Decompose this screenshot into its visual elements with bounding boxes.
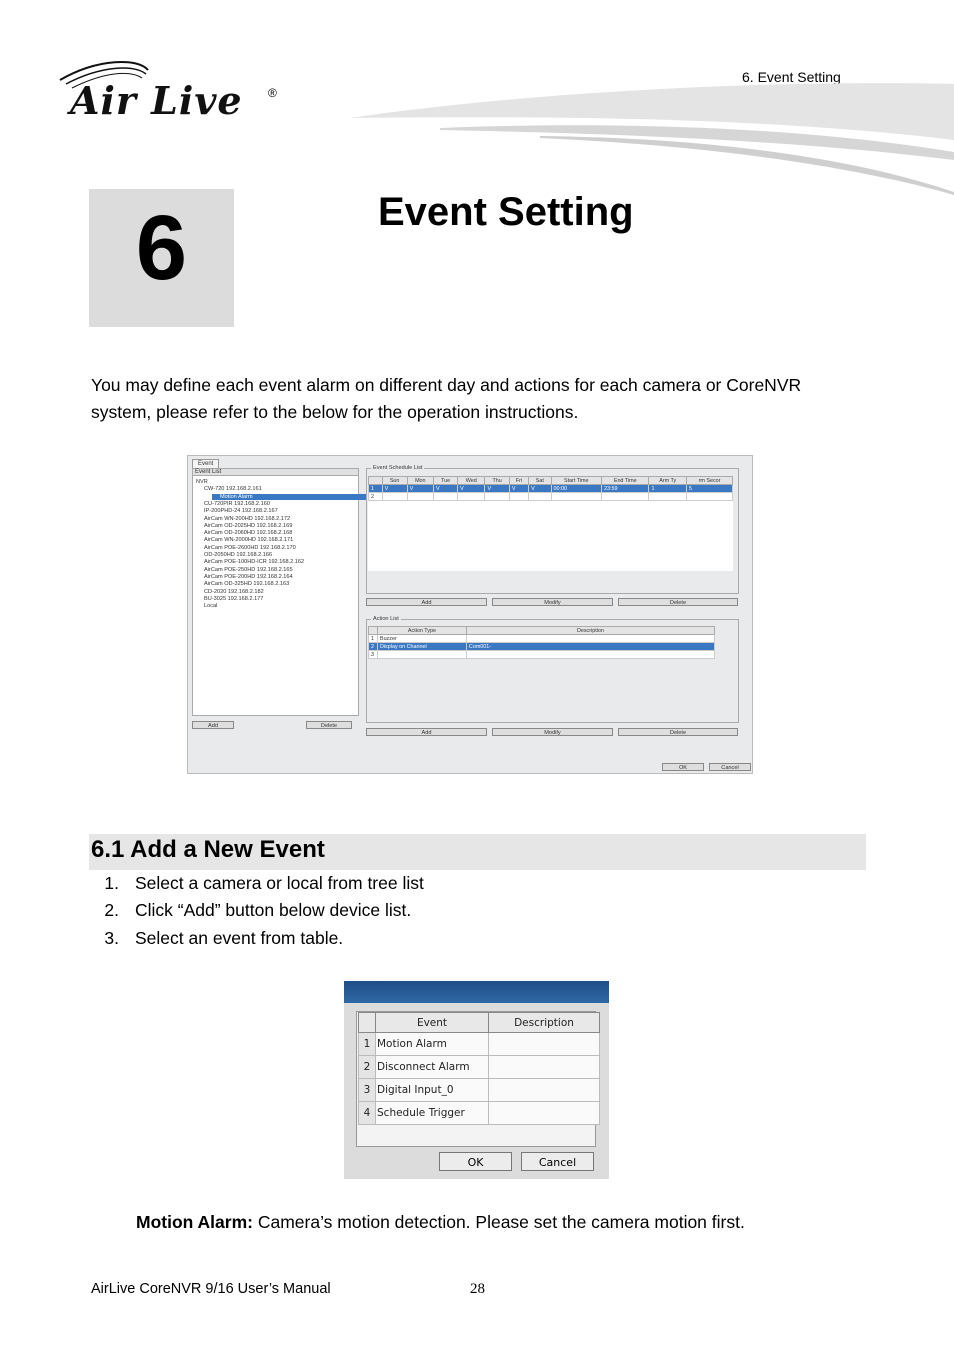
action-cell bbox=[377, 651, 466, 659]
action-cell bbox=[466, 635, 714, 643]
schedule-cell: 5 bbox=[687, 485, 733, 493]
schedule-column-header: rm Secor bbox=[687, 477, 733, 485]
schedule-column-header: Start Time bbox=[551, 477, 602, 485]
schedule-cell bbox=[687, 493, 733, 501]
empty-cell bbox=[369, 543, 733, 550]
schedule-cell bbox=[485, 493, 509, 501]
empty-cell bbox=[369, 501, 733, 509]
schedule-cell: V bbox=[434, 485, 458, 493]
event-schedule-table bbox=[368, 476, 733, 571]
schedule-cell bbox=[382, 493, 407, 501]
schedule-cell bbox=[602, 493, 649, 501]
step-text: Select an event from table. bbox=[135, 928, 344, 948]
step-number: 1. bbox=[104, 873, 119, 893]
action-cell: Buzzer bbox=[377, 635, 466, 643]
tree-item[interactable]: CW-720 192.168.2.161 bbox=[204, 486, 262, 493]
schedule-column-header: Mon bbox=[407, 477, 433, 485]
schedule-cell: 00:00 bbox=[551, 485, 602, 493]
motion-alarm-label: Motion Alarm: bbox=[136, 1212, 253, 1232]
action-modify-button[interactable]: Modify bbox=[492, 728, 613, 736]
tree-item[interactable]: AirCam OD-2060HD 192.168.2.168 bbox=[204, 530, 293, 537]
cancel-button[interactable]: Cancel bbox=[521, 1152, 594, 1171]
step-number: 2. bbox=[104, 900, 119, 920]
row-number-header bbox=[369, 627, 378, 635]
chapter-title: Event Setting bbox=[378, 190, 634, 234]
event-setting-screenshot bbox=[187, 455, 753, 774]
tab-event[interactable]: Event bbox=[192, 459, 219, 470]
row-number: 1 bbox=[369, 635, 378, 643]
action-cell: Com001- bbox=[466, 643, 714, 651]
empty-cell bbox=[369, 536, 733, 543]
schedule-add-button[interactable]: Add bbox=[366, 598, 487, 606]
event-list-label: Event List bbox=[193, 469, 358, 476]
schedule-row[interactable] bbox=[369, 493, 733, 501]
schedule-cell: V bbox=[485, 485, 509, 493]
header-swoosh-graphic bbox=[340, 80, 954, 195]
event-list-panel bbox=[192, 468, 359, 716]
schedule-cell: V bbox=[509, 485, 528, 493]
schedule-column-header: Sat bbox=[529, 477, 551, 485]
event-row[interactable] bbox=[359, 1056, 600, 1079]
event-row[interactable] bbox=[359, 1033, 600, 1056]
event-name[interactable]: Schedule Trigger bbox=[376, 1102, 489, 1125]
dialog-title-bar bbox=[344, 981, 609, 1003]
schedule-column-header: Wed bbox=[458, 477, 485, 485]
action-cell: Display on Channel bbox=[377, 643, 466, 651]
schedule-row[interactable] bbox=[369, 485, 733, 493]
event-name[interactable]: Disconnect Alarm bbox=[376, 1056, 489, 1079]
event-description bbox=[489, 1102, 600, 1125]
empty-cell bbox=[369, 508, 733, 515]
empty-row bbox=[369, 557, 733, 564]
tree-item[interactable]: AirCam POE-2600HD 192.168.2.170 bbox=[204, 544, 296, 551]
empty-row bbox=[369, 564, 733, 571]
event-description bbox=[489, 1056, 600, 1079]
tree-item[interactable]: AirCam POE-200HD 192.168.2.164 bbox=[204, 573, 293, 580]
row-number: 4 bbox=[359, 1102, 376, 1125]
schedule-modify-button[interactable]: Modify bbox=[492, 598, 613, 606]
tree-item[interactable]: AirCam OD-2025HD 192.168.2.169 bbox=[204, 522, 293, 529]
page-number: 28 bbox=[470, 1281, 485, 1297]
row-number: 3 bbox=[369, 651, 378, 659]
tree-item[interactable]: AirCam WN-200HD 192.168.2.172 bbox=[204, 515, 291, 522]
row-number: 2 bbox=[369, 493, 383, 501]
tree-delete-button[interactable]: Delete bbox=[306, 721, 352, 729]
row-number-header bbox=[369, 477, 383, 485]
event-description bbox=[489, 1033, 600, 1056]
event-select-table bbox=[358, 1012, 600, 1125]
registered-mark: ® bbox=[268, 86, 277, 100]
step-number: 3. bbox=[104, 928, 119, 948]
tree-item[interactable]: CU-720PIR 192.168.2.160 bbox=[204, 500, 270, 507]
action-cell bbox=[466, 651, 714, 659]
chapter-number: 6 bbox=[135, 197, 188, 299]
tree-item[interactable]: Motion Alarm bbox=[212, 494, 366, 500]
header-section-ref: 6. Event Setting bbox=[742, 69, 841, 85]
action-list-label: Action List bbox=[373, 616, 399, 622]
footer-manual-title: AirLive CoreNVR 9/16 User’s Manual bbox=[91, 1281, 331, 1297]
event-name[interactable]: Digital Input_0 bbox=[376, 1079, 489, 1102]
schedule-cell: 23:59 bbox=[602, 485, 649, 493]
schedule-cell bbox=[458, 493, 485, 501]
empty-cell bbox=[369, 564, 733, 571]
empty-cell bbox=[369, 550, 733, 557]
schedule-cell bbox=[649, 493, 687, 501]
ok-button[interactable]: OK bbox=[439, 1152, 512, 1171]
row-number: 3 bbox=[359, 1079, 376, 1102]
row-number: 1 bbox=[359, 1033, 376, 1056]
tree-item[interactable]: AirCam POE-100HD-ICR 192.168.2.162 bbox=[204, 559, 305, 566]
schedule-cell: 1 bbox=[649, 485, 687, 493]
tree-item[interactable]: NVR bbox=[196, 479, 208, 485]
tree-item[interactable]: AirCam OD-325HD 192.168.2.163 bbox=[204, 581, 290, 588]
schedule-cell: V bbox=[529, 485, 551, 493]
schedule-column-header: Fri bbox=[509, 477, 528, 485]
empty-cell bbox=[369, 529, 733, 536]
action-row[interactable] bbox=[369, 651, 715, 659]
empty-cell bbox=[369, 557, 733, 564]
tree-item[interactable]: AirCam WN-2000HD 192.168.2.171 bbox=[204, 537, 294, 544]
motion-alarm-note bbox=[136, 1212, 745, 1233]
schedule-column-header: Thu bbox=[485, 477, 509, 485]
empty-row bbox=[369, 522, 733, 529]
dialog-ok-button[interactable]: OK bbox=[662, 763, 704, 771]
action-row[interactable] bbox=[369, 643, 715, 651]
section-title: 6.1 Add a New Event bbox=[91, 836, 325, 863]
action-column-header: Description bbox=[466, 627, 714, 635]
empty-row bbox=[369, 501, 733, 509]
step-text: Click “Add” button below device list. bbox=[135, 900, 412, 920]
tree-item[interactable]: Local bbox=[204, 603, 218, 610]
schedule-cell bbox=[434, 493, 458, 501]
step-text: Select a camera or local from tree list bbox=[135, 873, 424, 893]
schedule-delete-button[interactable]: Delete bbox=[618, 598, 738, 606]
event-select-screenshot bbox=[344, 981, 609, 1179]
tree-add-button[interactable]: Add bbox=[192, 721, 234, 729]
action-row[interactable] bbox=[369, 635, 715, 643]
row-number: 2 bbox=[359, 1056, 376, 1079]
dialog-cancel-button[interactable]: Cancel bbox=[709, 763, 751, 771]
schedule-column-header: Arm Ty bbox=[649, 477, 687, 485]
schedule-column-header: End Time bbox=[602, 477, 649, 485]
schedule-cell bbox=[407, 493, 433, 501]
schedule-cell bbox=[551, 493, 602, 501]
empty-row bbox=[369, 536, 733, 543]
action-delete-button[interactable]: Delete bbox=[618, 728, 738, 736]
tree-item[interactable]: OD-2050HD 192.168.2.166 bbox=[204, 552, 273, 558]
empty-cell bbox=[369, 522, 733, 529]
event-schedule-label: Event Schedule List bbox=[373, 465, 423, 471]
event-name[interactable]: Motion Alarm bbox=[376, 1033, 489, 1056]
row-number: 1 bbox=[369, 485, 383, 493]
intro-paragraph: You may define each event alarm on different day and actions for each camera or CoreNVR system, please refer to the below for the operation instructions. bbox=[91, 375, 802, 422]
tree-item[interactable]: AirCam POE-250HD 192.168.2.165 bbox=[204, 566, 293, 573]
event-row[interactable] bbox=[359, 1102, 600, 1125]
description-column-header: Description bbox=[489, 1013, 600, 1033]
schedule-cell: V bbox=[382, 485, 407, 493]
action-list-table bbox=[368, 626, 715, 659]
motion-alarm-text: Camera’s motion detection. Please set the camera motion first. bbox=[252, 1212, 745, 1232]
event-column-header: Event bbox=[376, 1013, 489, 1033]
schedule-cell: V bbox=[458, 485, 485, 493]
event-description bbox=[489, 1079, 600, 1102]
empty-row bbox=[369, 508, 733, 515]
row-number: 2 bbox=[369, 643, 378, 651]
schedule-cell bbox=[529, 493, 551, 501]
tree-item[interactable]: IP-200PHD-24 192.168.2.167 bbox=[204, 508, 278, 515]
action-add-button[interactable]: Add bbox=[366, 728, 487, 736]
empty-row bbox=[369, 543, 733, 550]
event-row[interactable] bbox=[359, 1079, 600, 1102]
schedule-column-header: Tue bbox=[434, 477, 458, 485]
airlive-logo: Air Live bbox=[70, 78, 243, 123]
empty-row bbox=[369, 515, 733, 522]
tree-item[interactable]: CD-2020 192.168.2.182 bbox=[204, 588, 264, 595]
schedule-cell bbox=[509, 493, 528, 501]
action-column-header: Action Type bbox=[377, 627, 466, 635]
tree-item[interactable]: BU-3025 192.168.2.177 bbox=[204, 595, 264, 602]
empty-row bbox=[369, 529, 733, 536]
empty-cell bbox=[369, 515, 733, 522]
row-number-header bbox=[359, 1013, 376, 1033]
empty-row bbox=[369, 550, 733, 557]
schedule-cell: V bbox=[407, 485, 433, 493]
schedule-column-header: Sun bbox=[382, 477, 407, 485]
